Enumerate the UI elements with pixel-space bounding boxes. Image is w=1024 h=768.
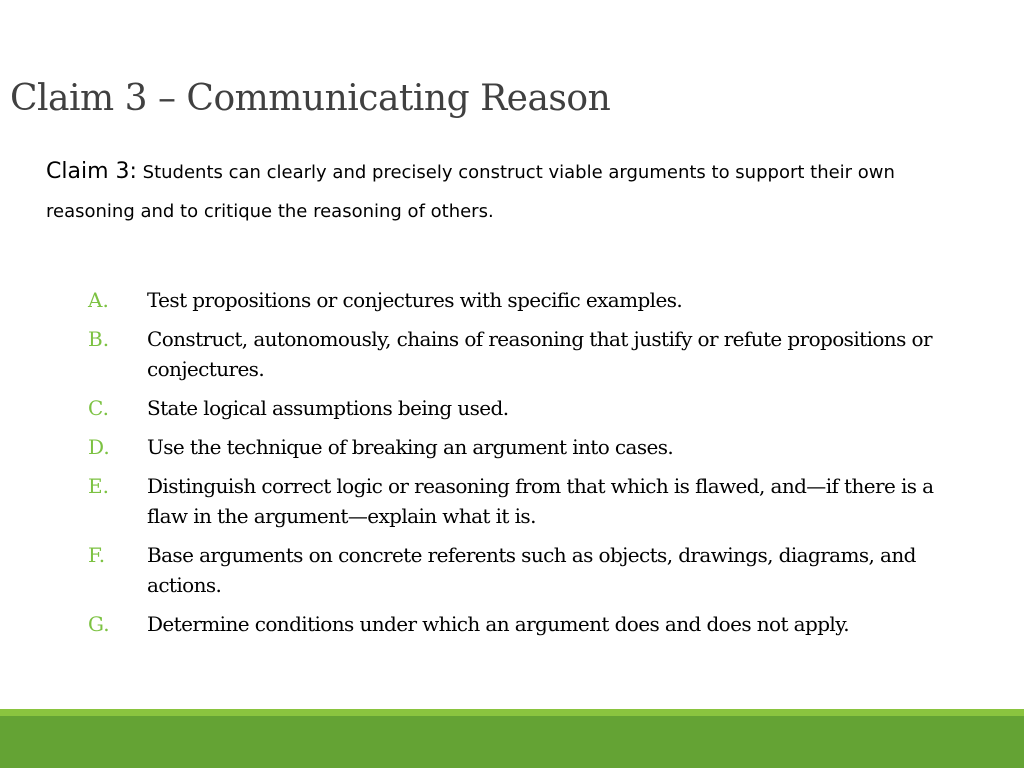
list-item [88,393,968,423]
list-item-letter: C. [88,396,109,420]
list-item-text: Distinguish correct logic or reasoning from that which is flawed, and—if there is a flaw in the argument—explain what it is. [147,474,934,528]
list-item-text: Construct, autonomously, chains of reasoning that justify or refute propositions or conjectures. [147,327,932,381]
claim-description: Students can clearly and precisely construct viable arguments to support their own reasoning and to critique the reasoning of others. [46,162,895,222]
list-item-letter: A. [88,288,109,312]
list-item [88,324,968,384]
claim-label: Claim 3: [46,159,137,184]
list-item [88,609,968,639]
list-item-text: Base arguments on concrete referents such as objects, drawings, diagrams, and actions. [147,543,916,597]
list-item [88,432,968,462]
slide-title: Claim 3 – Communicating Reason [10,78,611,119]
list-item-letter: F. [88,543,106,567]
list-item [88,540,968,600]
footer-band [0,716,1024,768]
list-item-letter: E. [88,474,109,498]
claim-intro [46,152,986,231]
list-item-text: State logical assumptions being used. [147,396,509,420]
objectives-list [88,285,968,648]
list-item-letter: G. [88,612,110,636]
list-item [88,285,968,315]
list-item-letter: B. [88,327,110,351]
list-item-text: Determine conditions under which an argument does and does not apply. [147,612,850,636]
list-item-text: Use the technique of breaking an argument into cases. [147,435,674,459]
list-item-letter: D. [88,435,110,459]
list-item [88,471,968,531]
list-item-text: Test propositions or conjectures with specific examples. [147,288,683,312]
footer-accent-stripe [0,709,1024,716]
